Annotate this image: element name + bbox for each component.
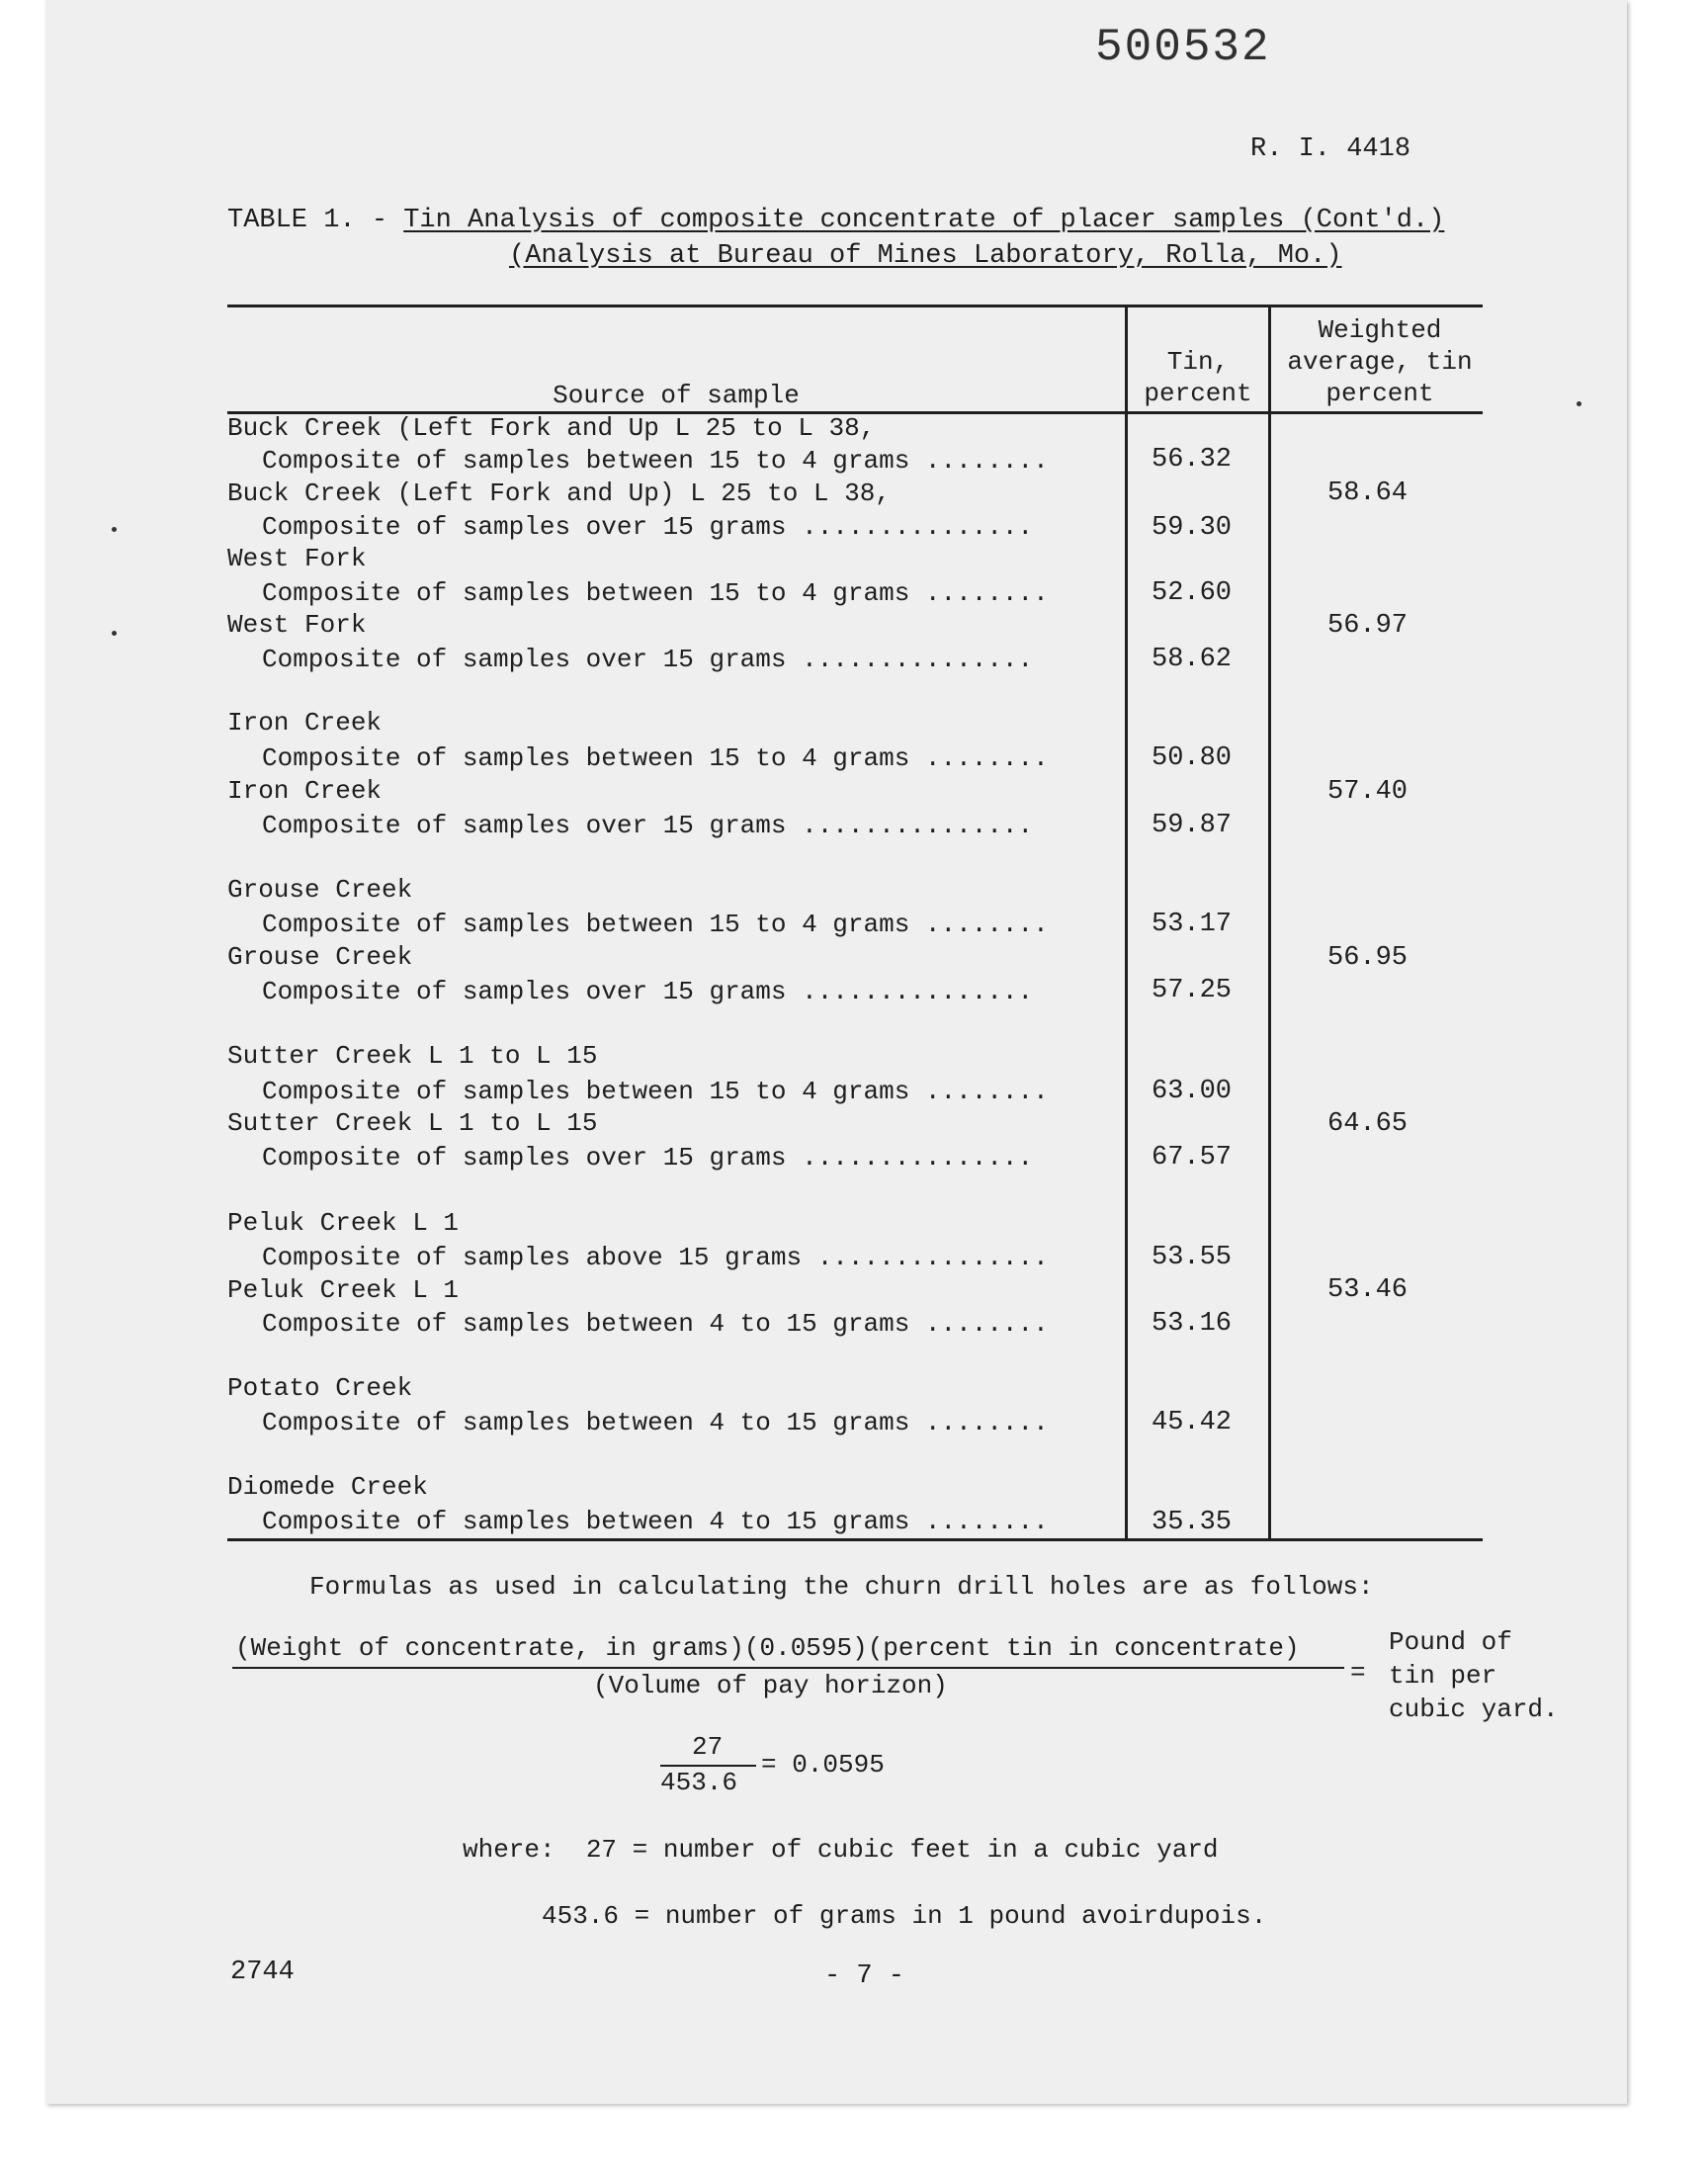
tin-value: 35.35: [1152, 1508, 1233, 1537]
tin-value: 53.55: [1152, 1243, 1233, 1272]
weighted-average: 53.46: [1327, 1275, 1409, 1305]
row-source: West Fork: [227, 544, 367, 573]
tin-value: 56.32: [1152, 445, 1233, 475]
tin-value: 58.62: [1152, 645, 1233, 674]
row-detail: Composite of samples between 4 to 15 grams ........: [262, 1507, 1049, 1536]
weighted-average: 64.65: [1327, 1109, 1409, 1139]
row-source: Potato Creek: [227, 1373, 413, 1403]
formulas-intro: Formulas as used in calculating the churn drill holes are as follows:: [309, 1572, 1374, 1602]
header-weighted: Weighted average, tin percent: [1287, 315, 1473, 408]
page-number: - 7 -: [824, 1961, 905, 1991]
scan-mark: [112, 527, 117, 532]
row-detail: Composite of samples between 15 to 4 grams ........: [262, 1077, 1049, 1106]
table-subtitle: (Analysis at Bureau of Mines Laboratory, Rolla, Mo.): [509, 241, 1342, 271]
row-detail: Composite of samples between 4 to 15 grams ........: [262, 1309, 1049, 1339]
row-detail: Composite of samples over 15 grams ...............: [262, 811, 1034, 840]
formula-numerator: (Weight of concentrate, in grams)(0.0595)(percent tin in concentrate): [235, 1633, 1300, 1663]
document-number: 500532: [1095, 22, 1271, 73]
formula-fraction-bar: [232, 1667, 1344, 1669]
tin-value: 53.16: [1152, 1309, 1233, 1339]
row-source: Sutter Creek L 1 to L 15: [227, 1041, 598, 1071]
row-source: Iron Creek: [227, 708, 383, 738]
tin-value: 63.00: [1152, 1077, 1233, 1106]
footer-code: 2744: [230, 1958, 295, 1987]
scan-mark: [112, 631, 117, 636]
fraction-result: = 0.0595: [761, 1750, 885, 1780]
grams-line: 453.6 = number of grams in 1 pound avoirdupois.: [542, 1901, 1267, 1931]
formula-denominator: (Volume of pay horizon): [593, 1671, 948, 1700]
row-detail: Composite of samples between 15 to 4 grams ........: [262, 743, 1049, 773]
row-source: Sutter Creek L 1 to L 15: [227, 1108, 598, 1138]
fraction-numerator: 27: [692, 1732, 724, 1762]
tin-value: 53.17: [1152, 910, 1233, 939]
row-detail: Composite of samples between 4 to 15 grams ........: [262, 1408, 1049, 1437]
header-tin: Tin, percent: [1144, 347, 1252, 408]
tin-value: 59.30: [1152, 513, 1233, 543]
fraction-denominator: 453.6: [660, 1768, 738, 1797]
column-divider-weighted: [1268, 305, 1271, 1540]
formula-result-line: Pound of: [1389, 1627, 1512, 1657]
tin-value: 50.80: [1152, 743, 1233, 773]
weighted-average: 56.95: [1327, 943, 1409, 973]
column-divider-tin: [1125, 305, 1128, 1540]
row-source: Diomede Creek: [227, 1472, 428, 1502]
row-source: Grouse Creek: [227, 875, 413, 905]
row-source: Peluk Creek L 1: [227, 1275, 460, 1305]
row-detail: Composite of samples between 15 to 4 grams ........: [262, 910, 1049, 939]
row-source: Buck Creek (Left Fork and Up L 25 to L 38,: [227, 413, 876, 443]
small-fraction-bar: [660, 1765, 756, 1767]
where-line: where: 27 = number of cubic feet in a cubic yard: [463, 1835, 1219, 1865]
table-bottom-rule: [227, 1538, 1483, 1541]
formula-result-line: tin per: [1389, 1661, 1497, 1691]
row-detail: Composite of samples over 15 grams ...............: [262, 645, 1034, 674]
weighted-average: 56.97: [1327, 611, 1409, 641]
row-source: Grouse Creek: [227, 942, 413, 972]
formula-equals: =: [1350, 1658, 1366, 1688]
row-detail: Composite of samples over 15 grams ...............: [262, 1143, 1034, 1173]
tin-value: 57.25: [1152, 976, 1233, 1005]
header-source: Source of sample: [553, 381, 800, 410]
tin-value: 67.57: [1152, 1143, 1233, 1173]
table-title-text: Tin Analysis of composite concentrate of placer samples (Cont'd.): [403, 206, 1445, 235]
table-title-prefix: TABLE 1. -: [227, 206, 404, 235]
row-source: Peluk Creek L 1: [227, 1208, 460, 1238]
row-detail: Composite of samples between 15 to 4 grams ........: [262, 578, 1049, 608]
row-source: Iron Creek: [227, 776, 383, 806]
tin-value: 59.87: [1152, 811, 1233, 840]
tin-value: 45.42: [1152, 1408, 1233, 1437]
table-title: [227, 206, 1444, 235]
row-source: West Fork: [227, 610, 367, 640]
table-top-rule: [227, 304, 1483, 307]
row-detail: Composite of samples over 15 grams ...............: [262, 512, 1034, 542]
report-id: R. I. 4418: [1250, 134, 1411, 164]
tin-value: 52.60: [1152, 578, 1233, 608]
row-source: Buck Creek (Left Fork and Up) L 25 to L 38,: [227, 478, 891, 508]
row-detail: Composite of samples between 15 to 4 grams ........: [262, 446, 1049, 476]
weighted-average: 57.40: [1327, 777, 1409, 807]
row-detail: Composite of samples above 15 grams ...............: [262, 1243, 1049, 1272]
formula-result-line: cubic yard.: [1389, 1695, 1559, 1724]
weighted-average: 58.64: [1327, 478, 1409, 508]
scan-mark: [1577, 401, 1581, 406]
row-detail: Composite of samples over 15 grams ...............: [262, 977, 1034, 1006]
